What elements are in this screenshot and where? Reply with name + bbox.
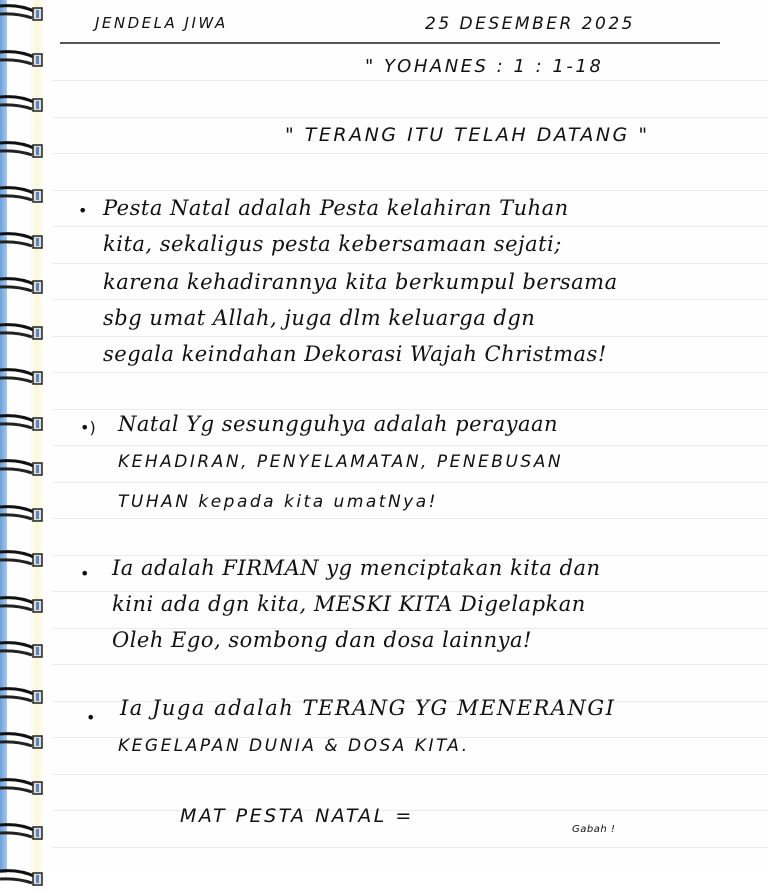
spiral-ring-icon — [0, 321, 46, 341]
spiral-ring-icon — [0, 48, 46, 68]
spiral-ring-icon — [0, 639, 46, 659]
ruled-line — [52, 664, 768, 665]
closing-greeting: MAT PESTA NATAL = — [180, 805, 414, 827]
spiral-ring-icon — [0, 275, 46, 295]
spiral-ring-icon — [0, 457, 46, 477]
spiral-ring-icon — [0, 230, 46, 250]
spiral-ring-icon — [0, 2, 46, 22]
spiral-ring-icon — [0, 503, 46, 523]
signature: Gabah ! — [572, 824, 616, 835]
ruled-line — [52, 299, 768, 300]
text-line: kini ada dgn kita, MESKI KITA Digelapkan — [112, 592, 586, 616]
ruled-line — [52, 774, 768, 775]
text-line: Ia adalah FIRMAN yg menciptakan kita dan — [112, 556, 601, 580]
spiral-ring-icon — [0, 184, 46, 204]
text-line: kita, sekaligus pesta kebersamaan sejati; — [103, 232, 562, 256]
ruled-line — [52, 80, 768, 81]
spiral-ring-icon — [0, 366, 46, 386]
ruled-line — [52, 190, 768, 191]
ruled-line — [52, 518, 768, 519]
journal-title: JENDELA JIWA — [95, 14, 228, 32]
spiral-ring-icon — [0, 548, 46, 568]
spiral-ring-icon — [0, 730, 46, 750]
ruled-line — [52, 847, 768, 848]
text-line: TUHAN kepada kita umatNya! — [118, 492, 438, 512]
bullet-marker: • — [78, 201, 88, 220]
spiral-binding — [0, 0, 60, 873]
ruled-line — [52, 263, 768, 264]
ruled-line — [52, 445, 768, 446]
text-line: KEGELAPAN DUNIA & DOSA KITA. — [118, 736, 470, 756]
text-line: Natal Yg sesungguhya adalah perayaan — [118, 412, 559, 436]
bullet-marker: • — [86, 708, 96, 727]
ruled-line — [52, 226, 768, 227]
spiral-ring-icon — [0, 594, 46, 614]
spiral-ring-icon — [0, 867, 46, 887]
text-line: karena kehadirannya kita berkumpul bersama — [103, 270, 618, 294]
text-line: Oleh Ego, sombong dan dosa lainnya! — [112, 628, 532, 652]
spiral-ring-icon — [0, 93, 46, 113]
text-line: KEHADIRAN, PENYELAMATAN, PENEBUSAN — [118, 452, 564, 472]
entry-title: " TERANG ITU TELAH DATANG " — [285, 124, 650, 146]
bullet-marker: • — [80, 564, 90, 583]
spiral-ring-icon — [0, 776, 46, 796]
text-line: Ia Juga adalah TERANG YG MENERANGI — [120, 696, 616, 720]
header-rule — [60, 42, 720, 44]
spiral-ring-icon — [0, 139, 46, 159]
spiral-ring-icon — [0, 412, 46, 432]
ruled-line — [52, 153, 768, 154]
text-line: segala keindahan Dekorasi Wajah Christmas! — [103, 342, 607, 366]
ruled-line — [52, 372, 768, 373]
spiral-ring-icon — [0, 821, 46, 841]
ruled-line — [52, 482, 768, 483]
spiral-ring-icon — [0, 685, 46, 705]
bullet-marker: •) — [80, 418, 96, 437]
ruled-line — [52, 409, 768, 410]
text-line: Pesta Natal adalah Pesta kelahiran Tuhan — [103, 196, 569, 220]
ruled-line — [52, 336, 768, 337]
entry-date: 25 DESEMBER 2025 — [425, 14, 635, 34]
scripture-reference: " YOHANES : 1 : 1-18 — [365, 56, 604, 77]
text-line: sbg umat Allah, juga dlm keluarga dgn — [103, 306, 536, 330]
ruled-line — [52, 117, 768, 118]
